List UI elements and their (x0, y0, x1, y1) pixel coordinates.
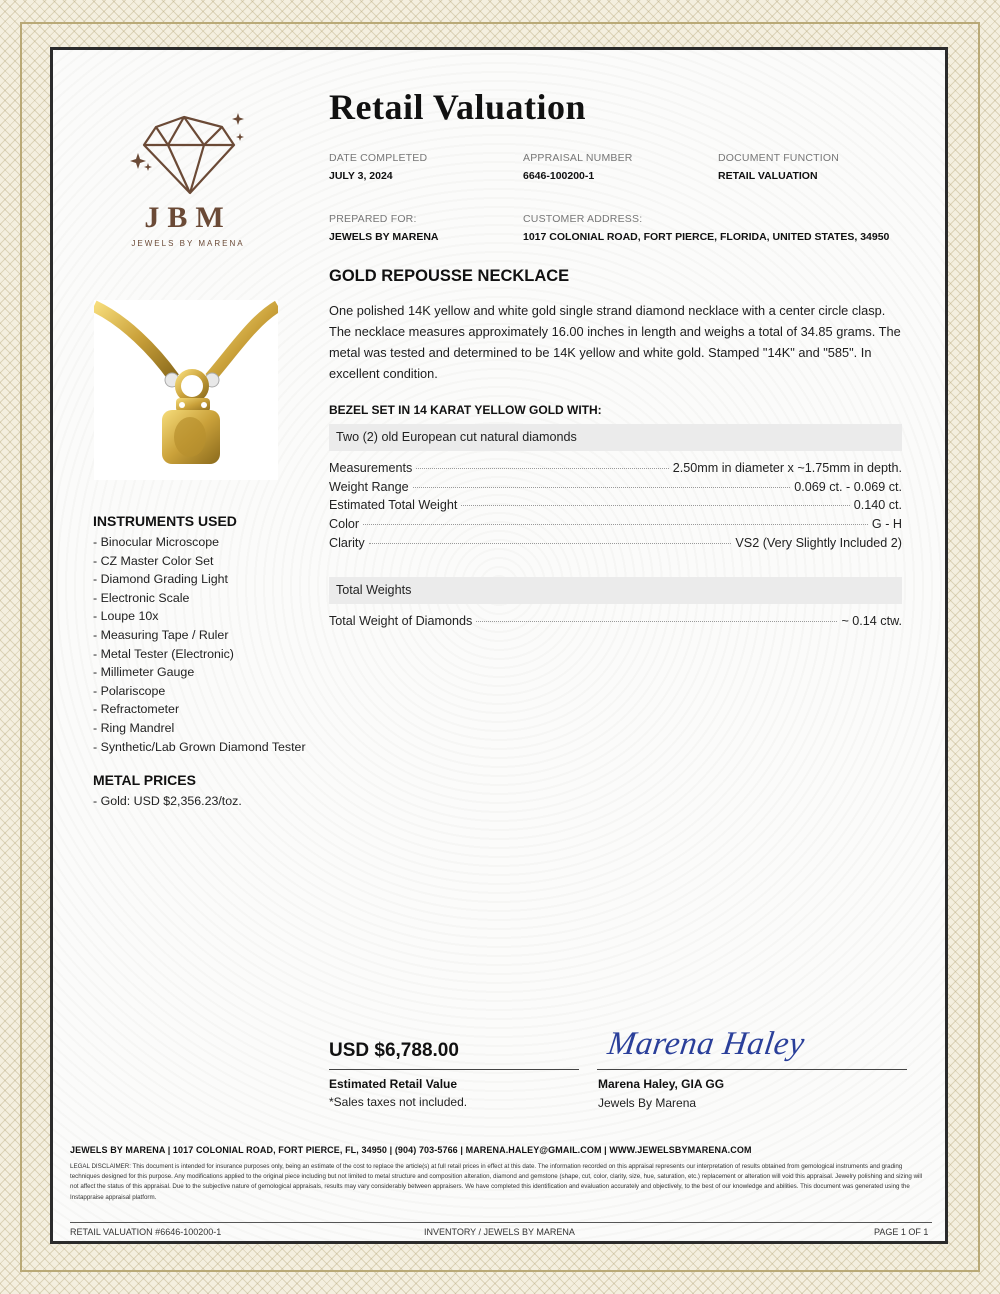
spec-value: VS2 (Very Slightly Included 2) (735, 536, 902, 550)
list-item: - Metal Tester (Electronic) (93, 646, 234, 661)
list-item: - Ring Mandrel (93, 720, 175, 735)
prepared-for-value: JEWELS BY MARENA (329, 231, 439, 243)
spec-row-clarity (329, 536, 902, 555)
leader-dots (369, 543, 732, 544)
spec-label: Weight Range (329, 480, 409, 494)
spec-label: Measurements (329, 461, 413, 475)
spec-row-measurements (329, 461, 902, 480)
instruments-list (93, 533, 306, 756)
company-logo (118, 105, 258, 255)
logo-tagline: JEWELS BY MARENA (131, 239, 245, 248)
total-weight-label: Total Weight of Diamonds (329, 614, 473, 628)
item-description: One polished 14K yellow and white gold single strand diamond necklace with a center circle clasp. The necklace measures approximately 16.00 inches in length and weighs a total of 34.85 grams. The metal was tested and determined to be 14K yellow and white gold. Stamped "14K" and "585". In excellent condition. (329, 303, 901, 381)
spec-row-estimated-total-weight (329, 498, 902, 517)
price-rule (329, 1069, 579, 1070)
list-item: - Electronic Scale (93, 590, 190, 605)
list-item: - Polariscope (93, 683, 166, 698)
stones-band: Two (2) old European cut natural diamonds (329, 424, 902, 451)
list-item: - Measuring Tape / Ruler (93, 627, 229, 642)
footer-reference: RETAIL VALUATION #6646-100200-1 (70, 1227, 222, 1237)
appraiser-name: Marena Haley, GIA GG (598, 1077, 725, 1091)
item-title: GOLD REPOUSSE NECKLACE (329, 267, 570, 285)
instruments-heading: INSTRUMENTS USED (93, 513, 237, 529)
sales-tax-note: *Sales taxes not included. (329, 1095, 468, 1109)
spec-label: Estimated Total Weight (329, 498, 458, 512)
diamond-logo-icon (118, 105, 258, 201)
spec-value: G - H (871, 517, 902, 531)
leader-dots (416, 468, 668, 469)
leader-dots (461, 505, 849, 506)
list-item: - Loupe 10x (93, 609, 159, 624)
spec-label: Color (329, 517, 360, 531)
spec-label: Clarity (329, 536, 365, 550)
document-function-value: RETAIL VALUATION (718, 170, 818, 182)
list-item: - Refractometer (93, 702, 180, 717)
customer-address-label: CUSTOMER ADDRESS: (523, 213, 643, 225)
document-function-label: DOCUMENT FUNCTION (718, 152, 840, 164)
appraisal-number-label: APPRAISAL NUMBER (523, 152, 633, 164)
total-weight-value: ~ 0.14 ctw. (841, 614, 902, 628)
legal-disclaimer: LEGAL DISCLAIMER: This document is intended for insurance purposes only, being an estimate of the cost to replace the article(s) at full retail prices in effect at this date. The information recorded on this appraisal represents our interpretation of results obtained from gemological instruments and grading techniques designed for this purpose. Any modifications applied to the original piece including but not limited to metal structure and composition alteration, diamond and gemstone (shape, cut, color, clarity, size, hue, saturation, etc.) replacement or alteration will void this appraisal. Jewelry polishing and sizing will not affect the status of this appraisal. Due to the subjective nature of gemological appraisals, results may vary considerably between appraisers. We have completed this identification and evaluation accurately and objectively, to the best of our knowledge and abilities. This document was generated using the Instappraise appraisal platform. (70, 1163, 923, 1201)
appraiser-company: Jewels By Marena (598, 1096, 697, 1110)
spec-value: 0.069 ct. - 0.069 ct. (794, 480, 902, 494)
spec-value: 0.140 ct. (853, 498, 902, 512)
spec-value: 2.50mm in diameter x ~1.75mm in depth. (672, 461, 902, 475)
date-completed-value: JULY 3, 2024 (329, 170, 393, 182)
list-item: - CZ Master Color Set (93, 553, 214, 568)
list-item: - Binocular Microscope (93, 535, 220, 549)
appraiser-signature: Marena Haley (605, 1026, 807, 1062)
product-photo (94, 300, 278, 480)
signature-rule (597, 1069, 907, 1070)
totals-band: Total Weights (329, 577, 902, 604)
prepared-for-label: PREPARED FOR: (329, 213, 417, 225)
customer-address-value: 1017 COLONIAL ROAD, FORT PIERCE, FLORIDA, UNITED STATES, 34950 (523, 231, 890, 243)
total-weight-row (329, 614, 902, 633)
necklace-image (94, 300, 278, 480)
date-completed-label: DATE COMPLETED (329, 152, 428, 164)
bezel-heading: BEZEL SET IN 14 KARAT YELLOW GOLD WITH: (329, 403, 602, 417)
spec-row-weight-range (329, 480, 902, 499)
list-item: - Millimeter Gauge (93, 665, 195, 680)
metal-prices-heading: METAL PRICES (93, 772, 196, 788)
leader-dots (413, 487, 791, 488)
footer-contact: JEWELS BY MARENA | 1017 COLONIAL ROAD, FORT PIERCE, FL, 34950 | (904) 703-5766 | MARENA.HALEY@GMAIL.COM | WWW.JEWELSBYMARENA.COM (70, 1145, 752, 1155)
footer-page-number: PAGE 1 OF 1 (874, 1227, 929, 1237)
retail-value-label: Estimated Retail Value (329, 1077, 458, 1091)
footer-inventory: INVENTORY / JEWELS BY MARENA (424, 1227, 575, 1237)
list-item: - Synthetic/Lab Grown Diamond Tester (93, 739, 306, 754)
spec-row-color (329, 517, 902, 536)
gold-price: - Gold: USD $2,356.23/toz. (93, 794, 242, 808)
document-title: Retail Valuation (329, 87, 587, 127)
leader-dots (363, 524, 868, 525)
appraisal-number-value: 6646-100200-1 (523, 170, 595, 182)
retail-price: USD $6,788.00 (329, 1040, 459, 1061)
logo-letters: JBM (144, 201, 232, 234)
list-item: - Diamond Grading Light (93, 572, 228, 587)
leader-dots (476, 621, 837, 622)
footer-rule (70, 1222, 932, 1223)
